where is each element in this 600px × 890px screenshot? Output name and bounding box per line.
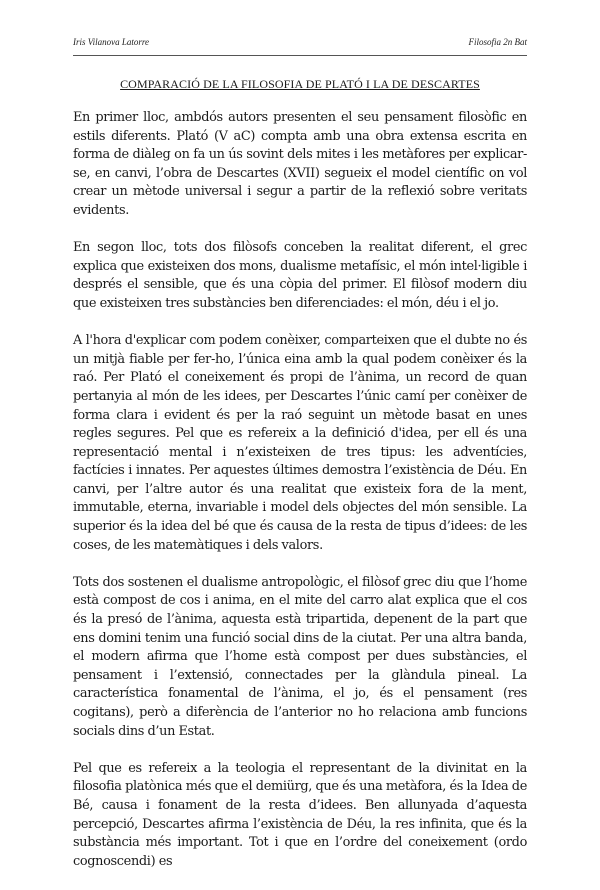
paragraph-4: Tots dos sostenen el dualisme antropològic, el filòsof grec diu que l’home està compost de cos i anima, en el mite del carro alat explica que el cos és la presó de l’ànima, aquesta està tripartida, depenent de la part que ens domini tenim una funció social dins de la ciutat. Per una altra banda, el modern afirma que l’home està compost per dues substàncies, el pensament i l’extensió, connectades per la glàndula pineal. La característica fonamental de l’ànima, el jo, és el pensament (res cogitans), però a diferència de l’anterior no ho relaciona amb funcions socials dins d’un Estat.	[73, 574, 527, 739]
header-course: Filosofia 2n Bat	[468, 37, 527, 47]
header-divider	[73, 55, 527, 56]
paragraph-2: En segon lloc, tots dos filòsofs conceben la realitat diferent, el grec explica que existeixen dos mons, dualisme metafísic, el món intel·ligible i després el sensible, que és una còpia del primer. El filòsof modern diu que existeixen tres substàncies ben diferenciades: el món, déu i el jo.	[73, 240, 527, 311]
paragraph-1: En primer lloc, ambdós autors presenten el seu pensament filosòfic en estils diferents. Plató (V aC) compta amb una obra extensa escrita en forma de diàleg on fa un ús sovint dels mites i les metàfores per explicar-se, en canvi, l’obra de Descartes (XVII) segueix el model científic on vol crear un mètode universal i segur a partir de la reflexió sobre veritats evidents.	[73, 110, 527, 218]
page-header	[73, 37, 527, 51]
paragraph-3: A l'hora d'explicar com podem conèixer, comparteixen que el dubte no és un mitjà fiable per fer-ho, l’única eina amb la qual podem conèixer és la raó. Per Plató el coneixement és propi de l’ànima, un record de quan pertanyia al món de les idees, per Descartes l’únic camí per conèixer de forma clara i evident és per la raó seguint un mètode basat en unes regles segures. Pel que es refereix a la definició d'idea, per ell és una representació mental i n’existeixen de tres tipus: les adventícies, factícies i innates. Per aquestes últimes demostra l’existència de Déu. En canvi, per l’altre autor és una realitat que existeix fora de la ment, immutable, eterna, invariable i model dels objectes del món sensible. La superior és la idea del bé que és causa de la resta de tipus d’idees: de les coses, de les matemàtiques i dels valors.	[73, 333, 527, 553]
document-body	[73, 109, 527, 890]
header-author: Iris Vilanova Latorre	[73, 37, 149, 47]
paragraph-5: Pel que es refereix a la teologia el representant de la divinitat en la filosofia platònica més que el demiürg, que és una metàfora, és la Idea de Bé, causa i fonament de la resta d’idees. Ben allunyada d’aquesta percepció, Descartes afirma l’existència de Déu, la res infinita, que és la substància més important. Tot i que en l’ordre del coneixement (ordo cognoscendi) es	[73, 760, 527, 869]
document-title: COMPARACIÓ DE LA FILOSOFIA DE PLATÓ I LA DE DESCARTES	[120, 77, 480, 91]
